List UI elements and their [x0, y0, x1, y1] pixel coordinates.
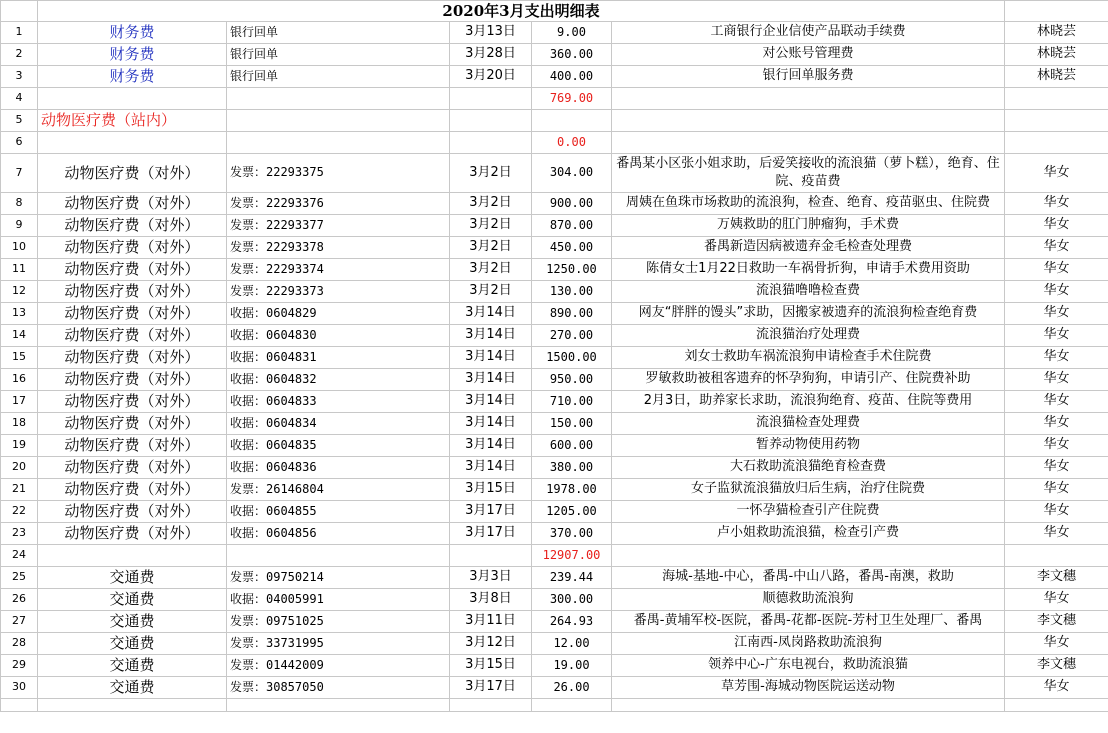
person-cell[interactable]: 华女 [1005, 501, 1108, 523]
amount-cell[interactable]: 264.93 [532, 611, 612, 633]
amount-cell[interactable]: 304.00 [532, 154, 612, 193]
person-cell[interactable] [1005, 110, 1108, 132]
document-cell[interactable]: 收据：0604834 [227, 413, 450, 435]
category-cell[interactable]: 动物医疗费（对外） [38, 435, 227, 457]
date-cell[interactable]: 3月2日 [450, 215, 532, 237]
date-cell[interactable]: 3月14日 [450, 457, 532, 479]
row-number-cell[interactable]: 15 [1, 347, 38, 369]
table-row [1, 501, 1108, 523]
row-number-cell[interactable]: 5 [1, 110, 38, 132]
amount-cell[interactable]: 400.00 [532, 66, 612, 88]
document-cell[interactable]: 收据：0604833 [227, 391, 450, 413]
amount-cell[interactable]: 1978.00 [532, 479, 612, 501]
person-cell[interactable]: 华女 [1005, 193, 1108, 215]
description-cell[interactable]: 流浪猫治疗处理费 [612, 325, 1005, 347]
row-number-cell[interactable]: 21 [1, 479, 38, 501]
amount-cell[interactable]: 950.00 [532, 369, 612, 391]
category-cell[interactable]: 动物医疗费（对外） [38, 237, 227, 259]
table-row [1, 44, 1108, 66]
document-cell[interactable]: 发票：09751025 [227, 611, 450, 633]
table-row [1, 523, 1108, 545]
description-cell[interactable] [612, 132, 1005, 154]
document-cell[interactable]: 发票：22293378 [227, 237, 450, 259]
row-number-cell[interactable]: 7 [1, 154, 38, 193]
table-row [1, 567, 1108, 589]
table-row [1, 347, 1108, 369]
date-cell[interactable]: 3月2日 [450, 259, 532, 281]
date-cell[interactable]: 3月17日 [450, 523, 532, 545]
category-cell[interactable]: 交通费 [38, 611, 227, 633]
person-cell[interactable]: 华女 [1005, 369, 1108, 391]
category-cell[interactable] [38, 132, 227, 154]
table-row [1, 325, 1108, 347]
date-cell[interactable]: 3月14日 [450, 369, 532, 391]
description-cell[interactable]: 女子监狱流浪猫放归后生病，治疗住院费 [612, 479, 1005, 501]
amount-cell[interactable]: 1205.00 [532, 501, 612, 523]
date-cell[interactable]: 3月3日 [450, 567, 532, 589]
date-cell[interactable]: 3月17日 [450, 501, 532, 523]
document-cell[interactable]: 发票：22293373 [227, 281, 450, 303]
table-row [1, 132, 1108, 154]
document-cell[interactable]: 收据：0604835 [227, 435, 450, 457]
category-cell[interactable]: 动物医疗费（站内） [38, 110, 227, 132]
row-number-cell[interactable]: 18 [1, 413, 38, 435]
document-cell[interactable]: 收据：04005991 [227, 589, 450, 611]
category-cell[interactable]: 动物医疗费（对外） [38, 369, 227, 391]
row-number-cell[interactable]: 2 [1, 44, 38, 66]
description-cell[interactable] [612, 545, 1005, 567]
category-cell[interactable]: 动物医疗费（对外） [38, 523, 227, 545]
sheet-title: 2020年3月支出明细表 [38, 1, 1005, 22]
corner-cell[interactable] [1, 1, 38, 22]
amount-cell[interactable]: 900.00 [532, 193, 612, 215]
table-row [1, 22, 1108, 44]
description-cell[interactable] [612, 110, 1005, 132]
person-cell[interactable] [1005, 132, 1108, 154]
person-cell[interactable]: 华女 [1005, 457, 1108, 479]
amount-cell[interactable]: 239.44 [532, 567, 612, 589]
table-row [1, 413, 1108, 435]
document-cell[interactable]: 发票：26146804 [227, 479, 450, 501]
row-number-cell[interactable]: 25 [1, 567, 38, 589]
table-row [1, 369, 1108, 391]
table-row-partial [1, 699, 1108, 712]
table-row [1, 303, 1108, 325]
row-number-cell[interactable]: 9 [1, 215, 38, 237]
row-number-cell[interactable]: 1 [1, 22, 38, 44]
amount-cell[interactable]: 26.00 [532, 677, 612, 699]
table-row [1, 391, 1108, 413]
person-cell[interactable]: 华女 [1005, 391, 1108, 413]
description-cell[interactable]: 卢小姐救助流浪猫，检查引产费 [612, 523, 1005, 545]
amount-cell[interactable]: 1250.00 [532, 259, 612, 281]
person-cell[interactable]: 华女 [1005, 677, 1108, 699]
date-cell[interactable]: 3月2日 [450, 154, 532, 193]
row-number-cell[interactable]: 14 [1, 325, 38, 347]
amount-cell[interactable]: 19.00 [532, 655, 612, 677]
date-cell[interactable] [450, 110, 532, 132]
category-cell[interactable]: 动物医疗费（对外） [38, 259, 227, 281]
amount-cell[interactable]: 450.00 [532, 237, 612, 259]
description-cell[interactable]: 对公账号管理费 [612, 44, 1005, 66]
description-cell[interactable]: 万姨救助的肛门肿瘤狗，手术费 [612, 215, 1005, 237]
person-cell[interactable] [1005, 545, 1108, 567]
description-cell[interactable]: 番禺某小区张小姐求助，后爱笑接收的流浪猫（萝卜糕），绝育、住院、疫苗费 [612, 154, 1005, 193]
description-cell[interactable]: 领养中心-广东电视台，救助流浪猫 [612, 655, 1005, 677]
row-number-cell[interactable]: 8 [1, 193, 38, 215]
row-number-cell[interactable]: 22 [1, 501, 38, 523]
row-number-cell[interactable]: 20 [1, 457, 38, 479]
document-cell[interactable]: 收据：0604832 [227, 369, 450, 391]
row-number-cell[interactable]: 10 [1, 237, 38, 259]
partial-cell[interactable] [227, 699, 450, 712]
document-cell[interactable] [227, 88, 450, 110]
row-number-cell[interactable]: 3 [1, 66, 38, 88]
description-cell[interactable]: 网友“胖胖的馒头”求助，因搬家被遗弃的流浪狗检查绝育费 [612, 303, 1005, 325]
partial-cell[interactable] [1005, 699, 1108, 712]
date-cell[interactable]: 3月11日 [450, 611, 532, 633]
row-number-cell[interactable]: 27 [1, 611, 38, 633]
amount-cell[interactable]: 0.00 [532, 132, 612, 154]
amount-cell[interactable]: 12.00 [532, 633, 612, 655]
row-number-cell[interactable]: 6 [1, 132, 38, 154]
document-cell[interactable]: 收据：0604830 [227, 325, 450, 347]
row-number-cell[interactable]: 17 [1, 391, 38, 413]
row-number-cell[interactable]: 30 [1, 677, 38, 699]
person-cell[interactable] [1005, 88, 1108, 110]
person-cell[interactable]: 华女 [1005, 154, 1108, 193]
person-cell[interactable]: 华女 [1005, 347, 1108, 369]
document-cell[interactable]: 发票：33731995 [227, 633, 450, 655]
table-row [1, 237, 1108, 259]
person-cell[interactable]: 华女 [1005, 325, 1108, 347]
table-row [1, 193, 1108, 215]
description-cell[interactable]: 2月3日，助养家长求助，流浪狗绝育、疫苗、住院等费用 [612, 391, 1005, 413]
category-cell[interactable]: 动物医疗费（对外） [38, 347, 227, 369]
document-cell[interactable]: 银行回单 [227, 44, 450, 66]
table-row [1, 545, 1108, 567]
date-cell[interactable] [450, 132, 532, 154]
document-cell[interactable] [227, 545, 450, 567]
amount-cell[interactable] [532, 110, 612, 132]
amount-cell[interactable]: 710.00 [532, 391, 612, 413]
row-number-cell[interactable]: 24 [1, 545, 38, 567]
document-cell[interactable]: 发票：22293377 [227, 215, 450, 237]
category-cell[interactable]: 动物医疗费（对外） [38, 281, 227, 303]
row-number-cell[interactable]: 16 [1, 369, 38, 391]
person-cell[interactable]: 华女 [1005, 237, 1108, 259]
date-cell[interactable]: 3月14日 [450, 435, 532, 457]
amount-cell[interactable]: 270.00 [532, 325, 612, 347]
category-cell[interactable]: 动物医疗费（对外） [38, 479, 227, 501]
table-row [1, 88, 1108, 110]
amount-cell[interactable]: 370.00 [532, 523, 612, 545]
description-cell[interactable]: 周姨在鱼珠市场救助的流浪狗，检查、绝育、疫苗驱虫、住院费 [612, 193, 1005, 215]
document-cell[interactable]: 发票：22293375 [227, 154, 450, 193]
document-cell[interactable]: 收据：0604829 [227, 303, 450, 325]
amount-cell[interactable]: 769.00 [532, 88, 612, 110]
category-cell[interactable]: 交通费 [38, 677, 227, 699]
document-cell[interactable]: 收据：0604836 [227, 457, 450, 479]
date-cell[interactable]: 3月15日 [450, 655, 532, 677]
partial-cell[interactable] [450, 699, 532, 712]
person-cell[interactable]: 华女 [1005, 633, 1108, 655]
document-cell[interactable]: 银行回单 [227, 22, 450, 44]
partial-cell[interactable] [532, 699, 612, 712]
category-cell[interactable]: 动物医疗费（对外） [38, 413, 227, 435]
document-cell[interactable]: 发票：09750214 [227, 567, 450, 589]
category-cell[interactable]: 交通费 [38, 589, 227, 611]
category-cell[interactable]: 财务费 [38, 44, 227, 66]
description-cell[interactable] [612, 88, 1005, 110]
person-cell[interactable]: 林晓芸 [1005, 22, 1108, 44]
date-cell[interactable]: 3月14日 [450, 303, 532, 325]
description-cell[interactable]: 流浪猫检查处理费 [612, 413, 1005, 435]
amount-cell[interactable]: 130.00 [532, 281, 612, 303]
table-row [1, 110, 1108, 132]
description-cell[interactable]: 一怀孕猫检查引产住院费 [612, 501, 1005, 523]
person-cell[interactable]: 李文穗 [1005, 611, 1108, 633]
category-cell[interactable]: 动物医疗费（对外） [38, 193, 227, 215]
table-row [1, 154, 1108, 193]
date-cell[interactable]: 3月8日 [450, 589, 532, 611]
person-cell[interactable]: 华女 [1005, 303, 1108, 325]
category-cell[interactable]: 财务费 [38, 66, 227, 88]
category-cell[interactable]: 交通费 [38, 633, 227, 655]
date-cell[interactable] [450, 88, 532, 110]
description-cell[interactable]: 罗敏救助被租客遗弃的怀孕狗狗，申请引产、住院费补助 [612, 369, 1005, 391]
row-number-cell[interactable]: 4 [1, 88, 38, 110]
document-cell[interactable]: 收据：0604831 [227, 347, 450, 369]
person-cell[interactable]: 华女 [1005, 435, 1108, 457]
row-number-cell[interactable]: 28 [1, 633, 38, 655]
row-number-cell[interactable]: 19 [1, 435, 38, 457]
date-cell[interactable]: 3月14日 [450, 325, 532, 347]
date-cell[interactable]: 3月13日 [450, 22, 532, 44]
date-cell[interactable]: 3月28日 [450, 44, 532, 66]
table-row [1, 633, 1108, 655]
row-number-cell[interactable]: 26 [1, 589, 38, 611]
date-cell[interactable] [450, 545, 532, 567]
document-cell[interactable]: 收据：0604855 [227, 501, 450, 523]
category-cell[interactable]: 交通费 [38, 567, 227, 589]
person-cell[interactable]: 林晓芸 [1005, 44, 1108, 66]
amount-cell[interactable]: 300.00 [532, 589, 612, 611]
title-row [1, 1, 1108, 22]
table-row [1, 655, 1108, 677]
document-cell[interactable]: 发票：22293374 [227, 259, 450, 281]
row-number-cell[interactable]: 12 [1, 281, 38, 303]
category-cell[interactable]: 动物医疗费（对外） [38, 303, 227, 325]
table-row [1, 281, 1108, 303]
description-cell[interactable]: 海城-基地-中心，番禺-中山八路，番禺-南澳，救助 [612, 567, 1005, 589]
description-cell[interactable]: 银行回单服务费 [612, 66, 1005, 88]
category-cell[interactable]: 财务费 [38, 22, 227, 44]
amount-cell[interactable]: 600.00 [532, 435, 612, 457]
date-cell[interactable]: 3月20日 [450, 66, 532, 88]
person-cell[interactable]: 华女 [1005, 589, 1108, 611]
date-cell[interactable]: 3月14日 [450, 347, 532, 369]
document-cell[interactable]: 收据：0604856 [227, 523, 450, 545]
category-cell[interactable]: 动物医疗费（对外） [38, 215, 227, 237]
description-cell[interactable]: 江南西-凤岗路救助流浪狗 [612, 633, 1005, 655]
table-row [1, 611, 1108, 633]
table-row [1, 435, 1108, 457]
description-cell[interactable]: 流浪猫噜噜检查费 [612, 281, 1005, 303]
description-cell[interactable]: 番禺-黄埔军校-医院，番禺-花都-医院-芳村卫生处理厂、番禺 [612, 611, 1005, 633]
person-cell[interactable]: 李文穗 [1005, 567, 1108, 589]
description-cell[interactable]: 顺德救助流浪狗 [612, 589, 1005, 611]
table-row [1, 66, 1108, 88]
date-cell[interactable]: 3月14日 [450, 391, 532, 413]
description-cell[interactable]: 番禺新造因病被遗弃金毛检查处理费 [612, 237, 1005, 259]
table-row [1, 479, 1108, 501]
category-cell[interactable]: 动物医疗费（对外） [38, 501, 227, 523]
category-cell[interactable]: 动物医疗费（对外） [38, 154, 227, 193]
amount-cell[interactable]: 12907.00 [532, 545, 612, 567]
person-cell[interactable]: 华女 [1005, 215, 1108, 237]
document-cell[interactable]: 发票：22293376 [227, 193, 450, 215]
person-cell[interactable]: 林晓芸 [1005, 66, 1108, 88]
table-row [1, 215, 1108, 237]
date-cell[interactable]: 3月2日 [450, 237, 532, 259]
date-cell[interactable]: 3月2日 [450, 281, 532, 303]
table-row [1, 259, 1108, 281]
category-cell[interactable] [38, 88, 227, 110]
amount-cell[interactable]: 1500.00 [532, 347, 612, 369]
person-cell[interactable]: 李文穗 [1005, 655, 1108, 677]
person-cell[interactable]: 华女 [1005, 259, 1108, 281]
row-number-cell[interactable]: 11 [1, 259, 38, 281]
partial-cell[interactable] [38, 699, 227, 712]
document-cell[interactable] [227, 132, 450, 154]
person-cell[interactable]: 华女 [1005, 523, 1108, 545]
description-cell[interactable]: 工商银行企业信使产品联动手续费 [612, 22, 1005, 44]
category-cell[interactable]: 动物医疗费（对外） [38, 391, 227, 413]
category-cell[interactable]: 动物医疗费（对外） [38, 457, 227, 479]
amount-cell[interactable]: 9.00 [532, 22, 612, 44]
amount-cell[interactable]: 150.00 [532, 413, 612, 435]
category-cell[interactable]: 动物医疗费（对外） [38, 325, 227, 347]
description-cell[interactable]: 刘女士救助车祸流浪狗申请检查手术住院费 [612, 347, 1005, 369]
date-cell[interactable]: 3月17日 [450, 677, 532, 699]
category-cell[interactable] [38, 545, 227, 567]
amount-cell[interactable]: 890.00 [532, 303, 612, 325]
category-cell[interactable]: 交通费 [38, 655, 227, 677]
description-cell[interactable]: 陈倩女士1月22日救助一车祸骨折狗，申请手术费用资助 [612, 259, 1005, 281]
table-row [1, 589, 1108, 611]
row-number-cell[interactable]: 13 [1, 303, 38, 325]
partial-cell[interactable] [1, 699, 38, 712]
document-cell[interactable] [227, 110, 450, 132]
amount-cell[interactable]: 360.00 [532, 44, 612, 66]
description-cell[interactable]: 暂养动物使用药物 [612, 435, 1005, 457]
document-cell[interactable]: 发票：30857050 [227, 677, 450, 699]
amount-cell[interactable]: 870.00 [532, 215, 612, 237]
description-cell[interactable]: 草芳围-海城动物医院运送动物 [612, 677, 1005, 699]
date-cell[interactable]: 3月12日 [450, 633, 532, 655]
person-cell[interactable]: 华女 [1005, 413, 1108, 435]
document-cell[interactable]: 发票：01442009 [227, 655, 450, 677]
amount-cell[interactable]: 380.00 [532, 457, 612, 479]
partial-cell[interactable] [612, 699, 1005, 712]
document-cell[interactable]: 银行回单 [227, 66, 450, 88]
date-cell[interactable]: 3月14日 [450, 413, 532, 435]
person-cell[interactable]: 华女 [1005, 281, 1108, 303]
title-right-cell[interactable] [1005, 1, 1108, 22]
person-cell[interactable]: 华女 [1005, 479, 1108, 501]
row-number-cell[interactable]: 29 [1, 655, 38, 677]
date-cell[interactable]: 3月15日 [450, 479, 532, 501]
date-cell[interactable]: 3月2日 [450, 193, 532, 215]
table-row [1, 677, 1108, 699]
row-number-cell[interactable]: 23 [1, 523, 38, 545]
description-cell[interactable]: 大石救助流浪猫绝育检查费 [612, 457, 1005, 479]
table-row [1, 457, 1108, 479]
